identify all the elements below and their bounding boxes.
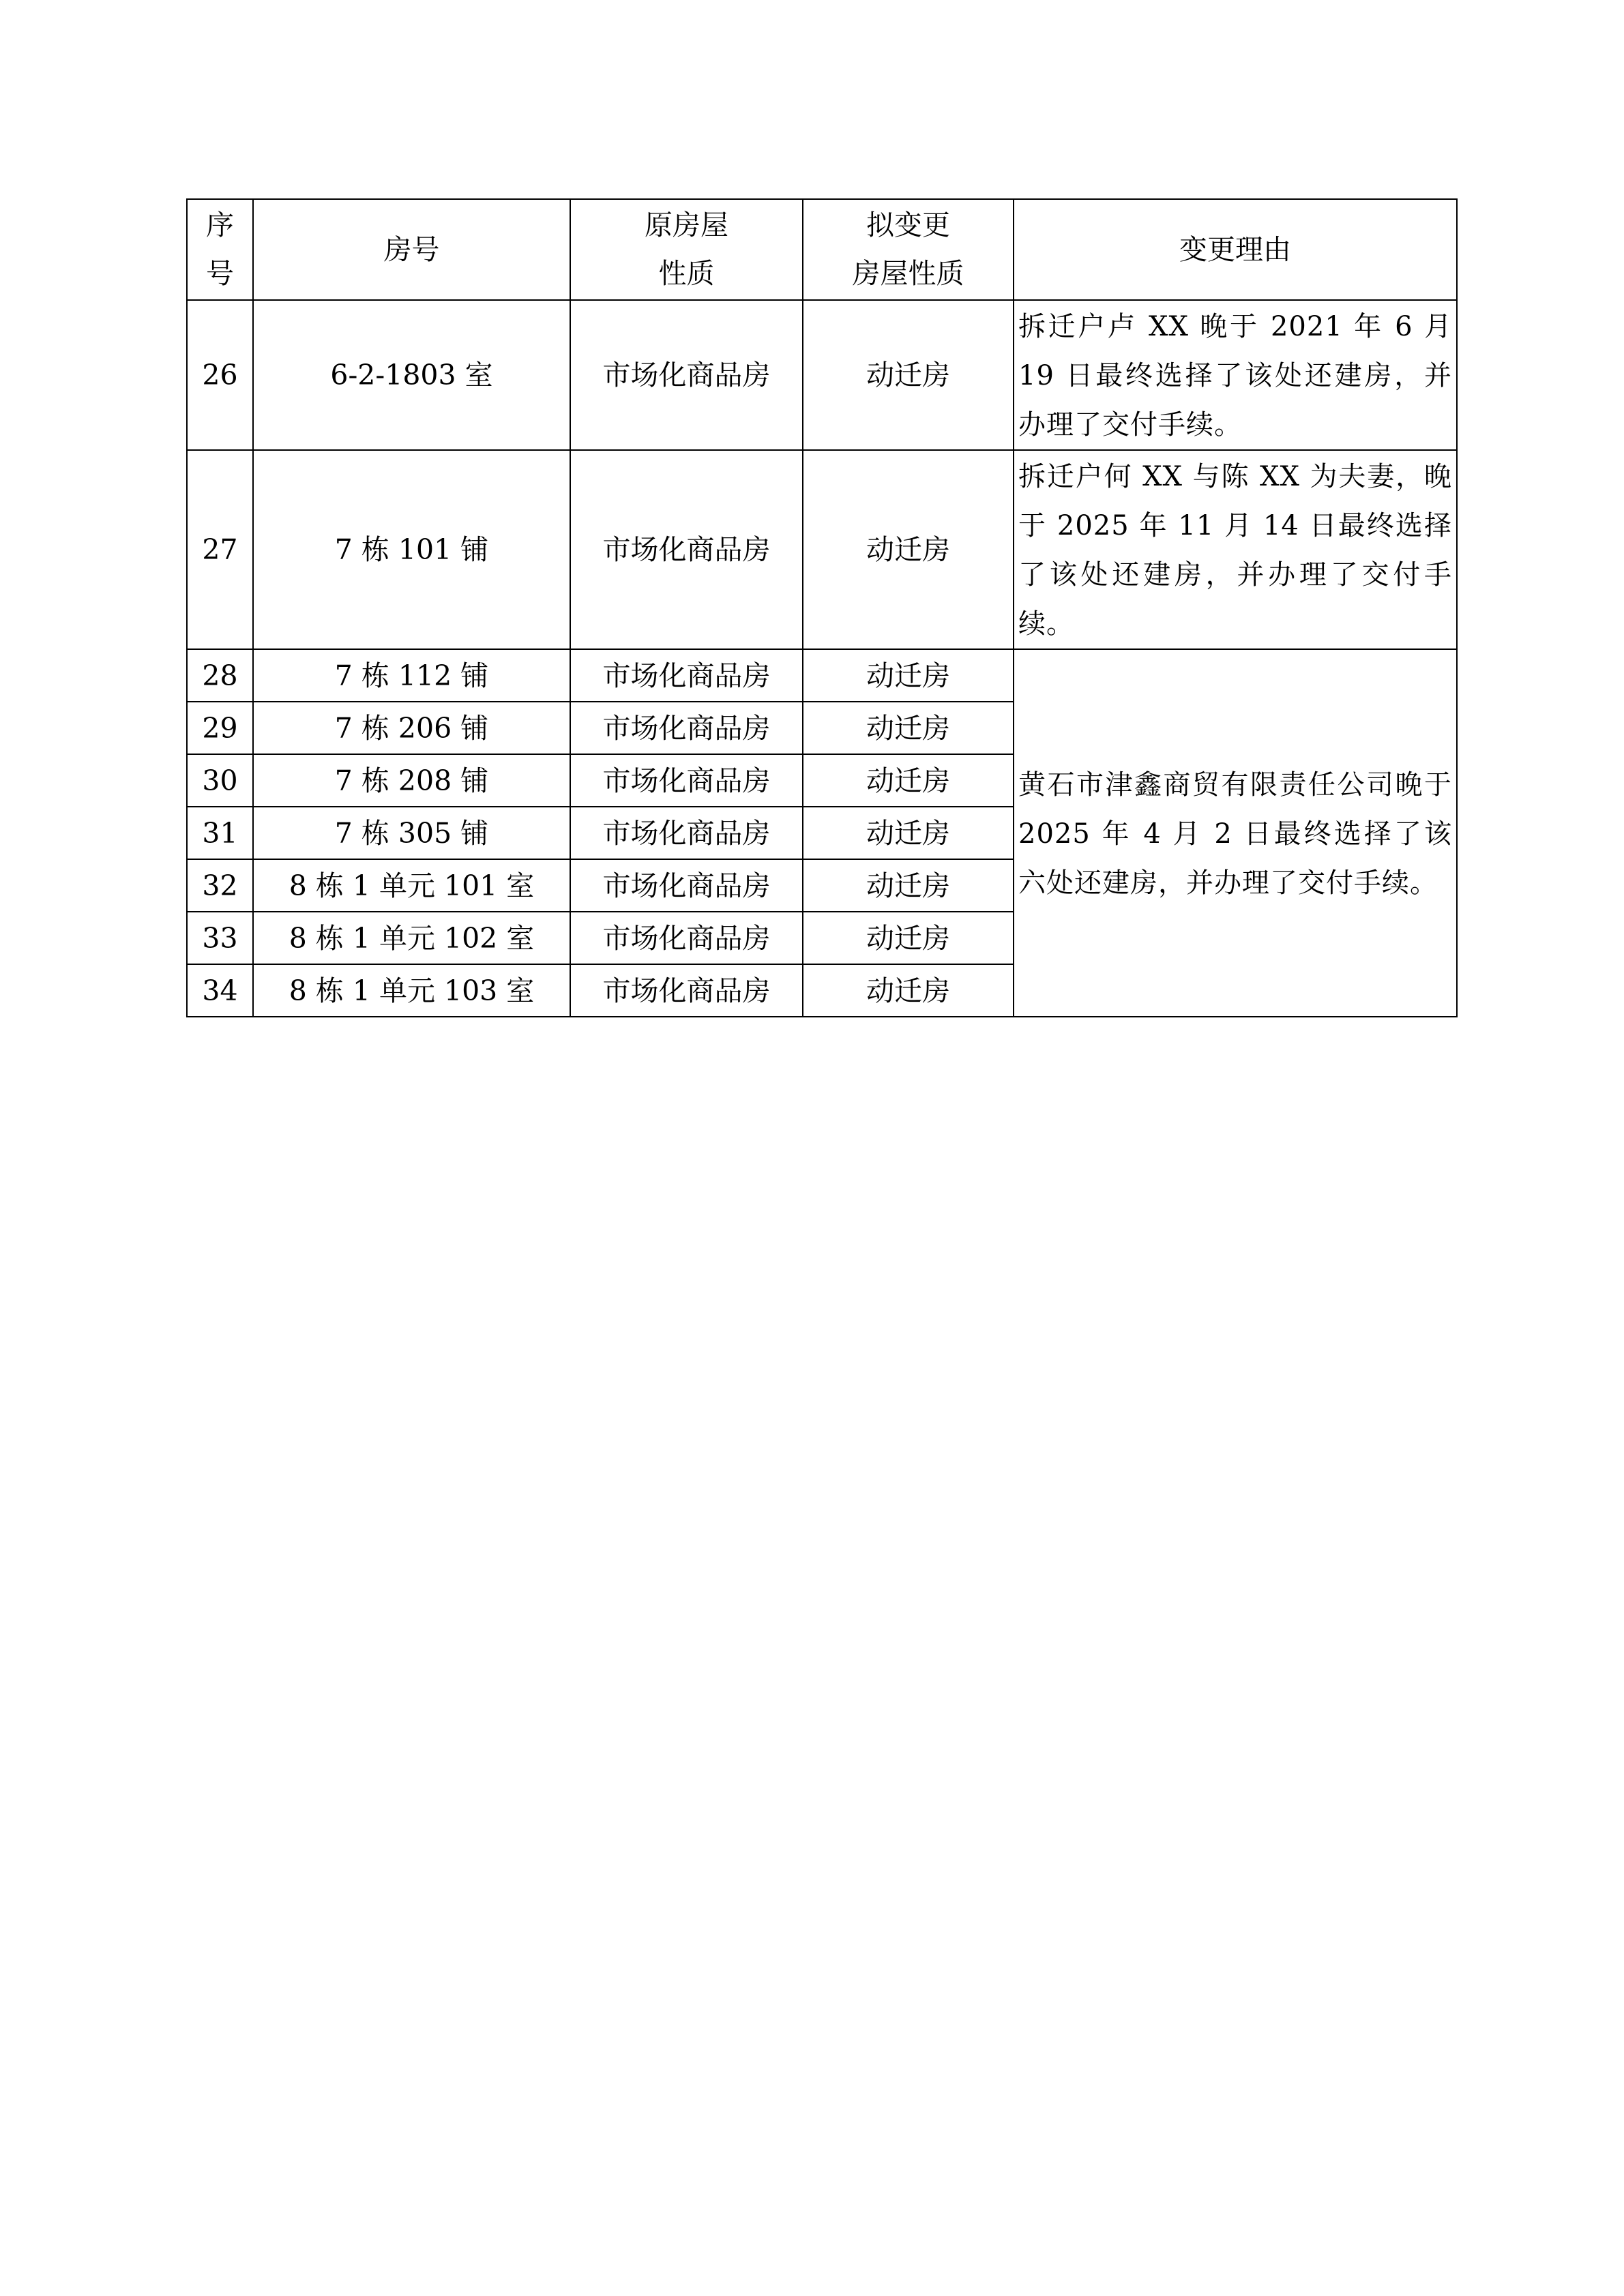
cell-seq: 28 [187, 649, 253, 702]
cell-room: 7 栋 206 铺 [253, 702, 570, 754]
table-body [187, 300, 1457, 1017]
cell-reason: 拆迁户何 XX 与陈 XX 为夫妻，晚于 2025 年 11 月 14 日最终选择了该处还建房，并办理了交付手续。 [1014, 450, 1457, 649]
cell-original-type: 市场化商品房 [570, 964, 803, 1017]
cell-original-type: 市场化商品房 [570, 807, 803, 859]
cell-room: 7 栋 208 铺 [253, 754, 570, 807]
header-original-type [570, 199, 803, 300]
cell-original-type: 市场化商品房 [570, 859, 803, 912]
cell-original-type: 市场化商品房 [570, 702, 803, 754]
cell-proposed-type: 动迁房 [803, 754, 1014, 807]
header-proposed-line-1: 拟变更 [866, 209, 950, 241]
cell-room: 8 栋 1 单元 103 室 [253, 964, 570, 1017]
cell-original-type: 市场化商品房 [570, 300, 803, 450]
cell-proposed-type: 动迁房 [803, 300, 1014, 450]
cell-proposed-type: 动迁房 [803, 912, 1014, 964]
housing-change-table [186, 198, 1458, 1017]
cell-seq: 26 [187, 300, 253, 450]
cell-proposed-type: 动迁房 [803, 859, 1014, 912]
cell-original-type: 市场化商品房 [570, 912, 803, 964]
cell-seq: 32 [187, 859, 253, 912]
cell-original-type: 市场化商品房 [570, 754, 803, 807]
cell-room: 7 栋 112 铺 [253, 649, 570, 702]
cell-original-type: 市场化商品房 [570, 450, 803, 649]
header-seq-line-2: 号 [206, 257, 234, 290]
table-row [187, 649, 1457, 702]
table-row [187, 300, 1457, 450]
cell-seq: 27 [187, 450, 253, 649]
header-original-line-2: 性质 [658, 257, 715, 290]
cell-seq: 29 [187, 702, 253, 754]
header-proposed-type [803, 199, 1014, 300]
cell-seq: 33 [187, 912, 253, 964]
header-seq [187, 199, 253, 300]
cell-seq: 34 [187, 964, 253, 1017]
header-room: 房号 [253, 199, 570, 300]
cell-reason: 拆迁户卢 XX 晚于 2021 年 6 月 19 日最终选择了该处还建房，并办理了交付手续。 [1014, 300, 1457, 450]
cell-room: 7 栋 305 铺 [253, 807, 570, 859]
table-row [187, 450, 1457, 649]
cell-room: 8 栋 1 单元 101 室 [253, 859, 570, 912]
header-seq-line-1: 序 [206, 209, 234, 241]
cell-proposed-type: 动迁房 [803, 450, 1014, 649]
cell-seq: 31 [187, 807, 253, 859]
header-proposed-line-2: 房屋性质 [852, 257, 964, 290]
header-row [187, 199, 1457, 300]
cell-proposed-type: 动迁房 [803, 702, 1014, 754]
cell-room: 6-2-1803 室 [253, 300, 570, 450]
cell-original-type: 市场化商品房 [570, 649, 803, 702]
table-header [187, 199, 1457, 300]
cell-reason-merged: 黄石市津鑫商贸有限责任公司晚于 2025 年 4 月 2 日最终选择了该六处还建房，并办理了交付手续。 [1014, 649, 1457, 1017]
cell-proposed-type: 动迁房 [803, 807, 1014, 859]
cell-proposed-type: 动迁房 [803, 964, 1014, 1017]
cell-room: 7 栋 101 铺 [253, 450, 570, 649]
header-reason: 变更理由 [1014, 199, 1457, 300]
cell-proposed-type: 动迁房 [803, 649, 1014, 702]
cell-room: 8 栋 1 单元 102 室 [253, 912, 570, 964]
header-original-line-1: 原房屋 [645, 209, 728, 241]
cell-seq: 30 [187, 754, 253, 807]
